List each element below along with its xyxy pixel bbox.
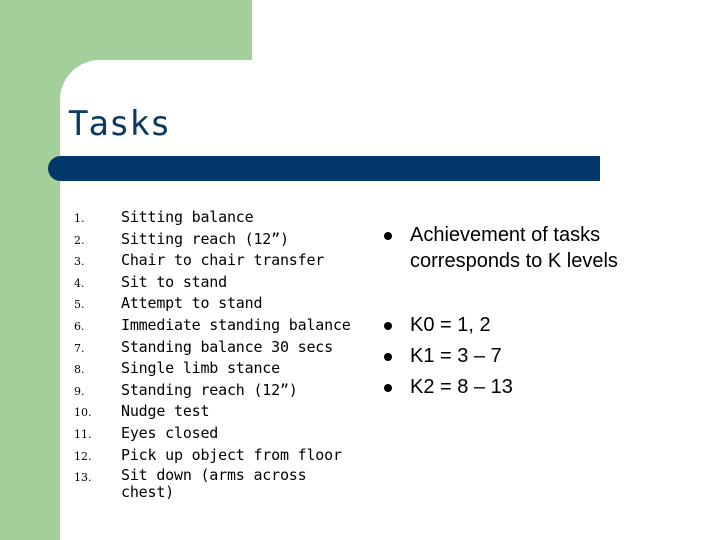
task-number: 8. (74, 363, 85, 377)
task-number: 13. (74, 471, 92, 485)
bullet-text: K1 = 3 – 7 (410, 345, 502, 367)
task-number: 10. (74, 406, 92, 420)
bullet-dot-icon (384, 353, 392, 361)
task-label: Sit down (arms across chest) (121, 466, 307, 502)
task-label: Single limb stance (121, 359, 280, 378)
task-number: 6. (74, 319, 85, 333)
task-number: 2. (74, 233, 85, 247)
task-label: Nudge test (121, 402, 210, 421)
bullet-dot-icon (384, 384, 392, 392)
bullet-text: K2 = 8 – 13 (410, 376, 513, 398)
bullet-text-line: Achievement of tasks (410, 224, 601, 246)
task-label: Pick up object from floor (121, 445, 342, 464)
bullet-text (410, 222, 618, 274)
bullet-text: K0 = 1, 2 (410, 314, 491, 336)
task-label: Attempt to stand (121, 294, 263, 313)
task-number: 7. (74, 341, 85, 355)
task-label: Standing reach (12”) (121, 380, 298, 399)
task-label: Eyes closed (121, 423, 219, 442)
task-label: Sitting balance (121, 208, 254, 226)
slide-title: Tasks (68, 104, 171, 144)
title-underline-bar (48, 156, 600, 181)
task-number: 12. (74, 449, 92, 463)
bullet-dot-icon (384, 232, 392, 240)
task-number: 4. (74, 276, 85, 290)
task-number: 9. (74, 384, 85, 398)
task-label: Chair to chair transfer (121, 251, 325, 270)
task-number: 5. (74, 298, 85, 312)
task-label: Sitting reach (12”) (121, 229, 289, 248)
task-number: 11. (74, 427, 92, 441)
bullet-text-line: corresponds to K levels (410, 250, 618, 272)
task-number: 1. (74, 212, 85, 225)
task-number: 3. (74, 255, 85, 269)
task-label: Immediate standing balance (121, 315, 351, 334)
task-label: Sit to stand (121, 272, 227, 291)
task-label: Standing balance 30 secs (121, 337, 333, 356)
bullet-dot-icon (384, 322, 392, 330)
